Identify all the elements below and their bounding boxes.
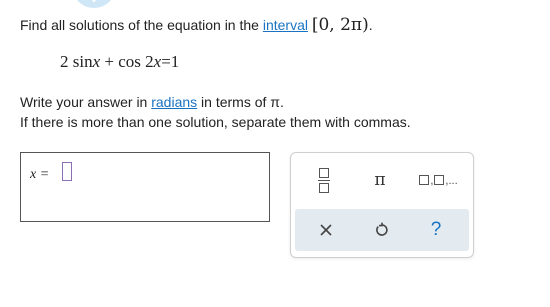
radians-link[interactable]: radians — [151, 94, 198, 110]
list-separator: , — [430, 175, 434, 187]
equation-var1: x — [92, 52, 101, 71]
help-icon: ? — [430, 219, 442, 240]
interval-link[interactable]: interval — [262, 17, 308, 33]
pi-icon: π — [374, 170, 386, 190]
list-more: ,... — [445, 175, 458, 187]
fraction-button[interactable] — [313, 167, 335, 193]
answer-area — [20, 152, 270, 222]
undo-button[interactable] — [369, 217, 395, 243]
collapse-tab[interactable] — [72, 0, 116, 8]
equation-rhs: 1 — [170, 52, 180, 71]
equation-cos: cos — [118, 52, 141, 71]
question-text — [20, 15, 373, 35]
equation-equals: = — [161, 52, 171, 71]
question-prefix: Find all solutions of the equation in the — [20, 17, 263, 33]
equation-arg2: 2 — [145, 52, 154, 71]
interval-expression: [0, 2π) — [311, 15, 369, 35]
equation-var2: x — [153, 52, 162, 71]
answer-label: x = — [30, 167, 50, 182]
answer-input[interactable] — [62, 162, 72, 181]
instruction-commas: If there is more than one solution, separate them with commas. — [20, 114, 411, 130]
equation-coef: 2 — [60, 52, 69, 71]
math-keypad — [290, 152, 474, 258]
clear-button[interactable] — [313, 217, 339, 243]
fraction-icon — [318, 168, 330, 193]
pi-button[interactable] — [369, 167, 391, 193]
equation-sin: sin — [72, 52, 93, 71]
instruction-radians — [20, 94, 284, 110]
chevron-down-icon — [86, 0, 103, 2]
question-suffix: . — [368, 17, 373, 33]
keypad-action-bar — [295, 209, 469, 251]
equation-plus: + — [104, 52, 114, 71]
clear-icon — [320, 224, 332, 236]
instruction-prefix: Write your answer in — [20, 94, 152, 110]
equation — [60, 52, 179, 72]
instruction-suffix: in terms of π. — [197, 94, 284, 110]
list-button[interactable] — [419, 167, 459, 193]
undo-icon — [374, 222, 390, 238]
help-button[interactable] — [423, 217, 449, 243]
list-icon — [419, 175, 458, 185]
